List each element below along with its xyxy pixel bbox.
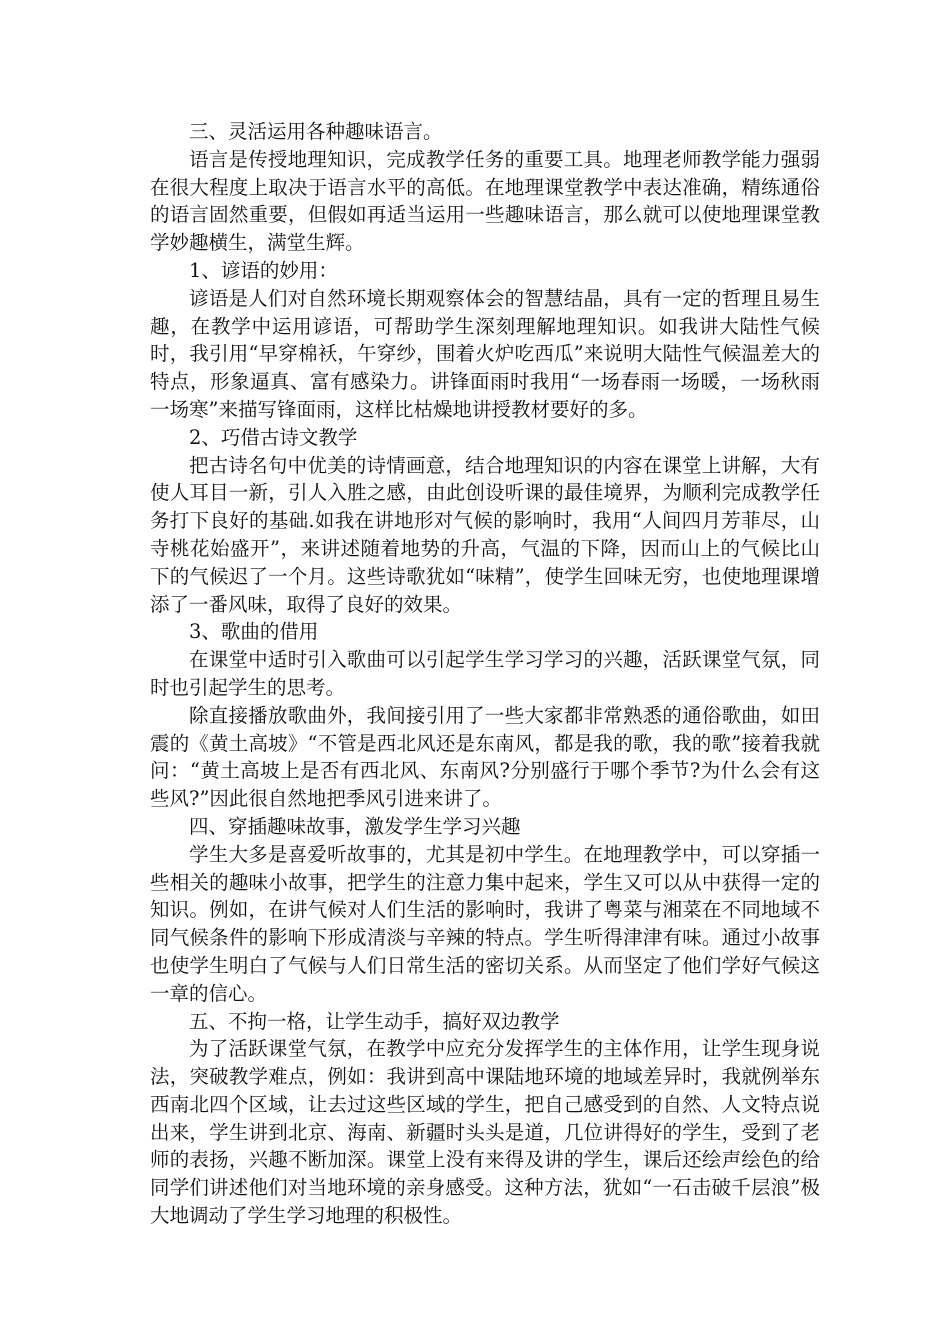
subsection-heading-proverbs: 1、谚语的妙用： [189,258,338,282]
paragraph: 为了活跃课堂气氛，在教学中应充分发挥学生的主体作用，让学生现身说法，突破教学难点，例如：我讲到高中课陆地环境的地域差异时，我就例举东西南北四个区域，让去过这些区域的学生，把自己感受到的自然、人文特点说出来，学生讲到北京、海南、新疆时头头是道，几位讲得好的学生，受到了老师的表扬，兴趣不断加深。课堂上没有来得及讲的学生，课后还绘声绘色的给同学们讲述他们对当地环境的亲身感受。这种方法，犹如“一石击破千层浪”极大地调动了学生学习地理的积极性。 [150,1037,820,1228]
section-heading-3: 三、灵活运用各种趣味语言。 [189,120,443,143]
subsection-heading-songs: 3、歌曲的借用 [189,620,319,644]
paragraph: 学生大多是喜爱听故事的，尤其是初中学生。在地理教学中，可以穿插一些相关的趣味小故事，把学生的注意力集中起来，学生又可以从中获得一定的知识。例如，在讲气候对人们生活的影响时，我讲了粤菜与湘菜在不同地域不同气候条件的影响下形成清淡与辛辣的特点。学生听得津津有味。通过小故事也使学生明白了气候与人们日常生活的密切关系。从而坚定了他们学好气候这一章的信心。 [150,842,820,1005]
paragraph: 谚语是人们对自然环境长期观察体会的智慧结晶，具有一定的哲理且易生趣，在教学中运用谚语，可帮助学生深刻理解地理知识。如我讲大陆性气候时，我引用“早穿棉袄，午穿纱，围着火炉吃西瓜”来说明大陆性气候温差大的特点，形象逼真、富有感染力。讲锋面雨时我用“一场春雨一场暖，一场秋雨一场寒”来描写锋面雨，这样比枯燥地讲授教材要好的多。 [150,286,820,421]
subsection-heading-poetry: 2、巧借古诗文教学 [189,425,358,449]
section-heading-4: 四、穿插趣味故事，激发学生学习兴趣 [189,814,521,838]
document-body [150,118,820,1230]
paragraph: 语言是传授地理知识，完成教学任务的重要工具。地理老师教学能力强弱在很大程度上取决于语言水平的高低。在地理课堂教学中表达准确，精练通俗的语言固然重要，但假如再适当运用一些趣味语言，那么就可以使地理课堂教学妙趣横生，满堂生辉。 [150,147,820,255]
paragraph: 在课堂中适时引入歌曲可以引起学生学习学习的兴趣，活跃课堂气氛，同时也引起学生的思考。 [150,648,820,699]
paragraph: 把古诗名句中优美的诗情画意，结合地理知识的内容在课堂上讲解，大有使人耳目一新，引人入胜之感，由此创设听课的最佳境界，为顺利完成教学任务打下良好的基础.如我在讲地形对气候的影响时，我用“人间四月芳菲尽，山寺桃花始盛开”，来讲述随着地势的升高，气温的下降，因而山上的气候比山下的气候迟了一个月。这些诗歌犹如“味精”，使学生回味无穷，也使地理课增添了一番风味，取得了良好的效果。 [150,453,820,616]
paragraph: 除直接播放歌曲外，我间接引用了一些大家都非常熟悉的通俗歌曲，如田震的《黄土高坡》“不管是西北风还是东南风，都是我的歌，我的歌”接着我就问：“黄土高坡上是否有西北风、东南风?分别盛行于哪个季节?为什么会有这些风?”因此很自然地把季风引进来讲了。 [150,703,820,811]
section-heading-5: 五、不拘一格，让学生动手，搞好双边教学 [189,1009,560,1033]
